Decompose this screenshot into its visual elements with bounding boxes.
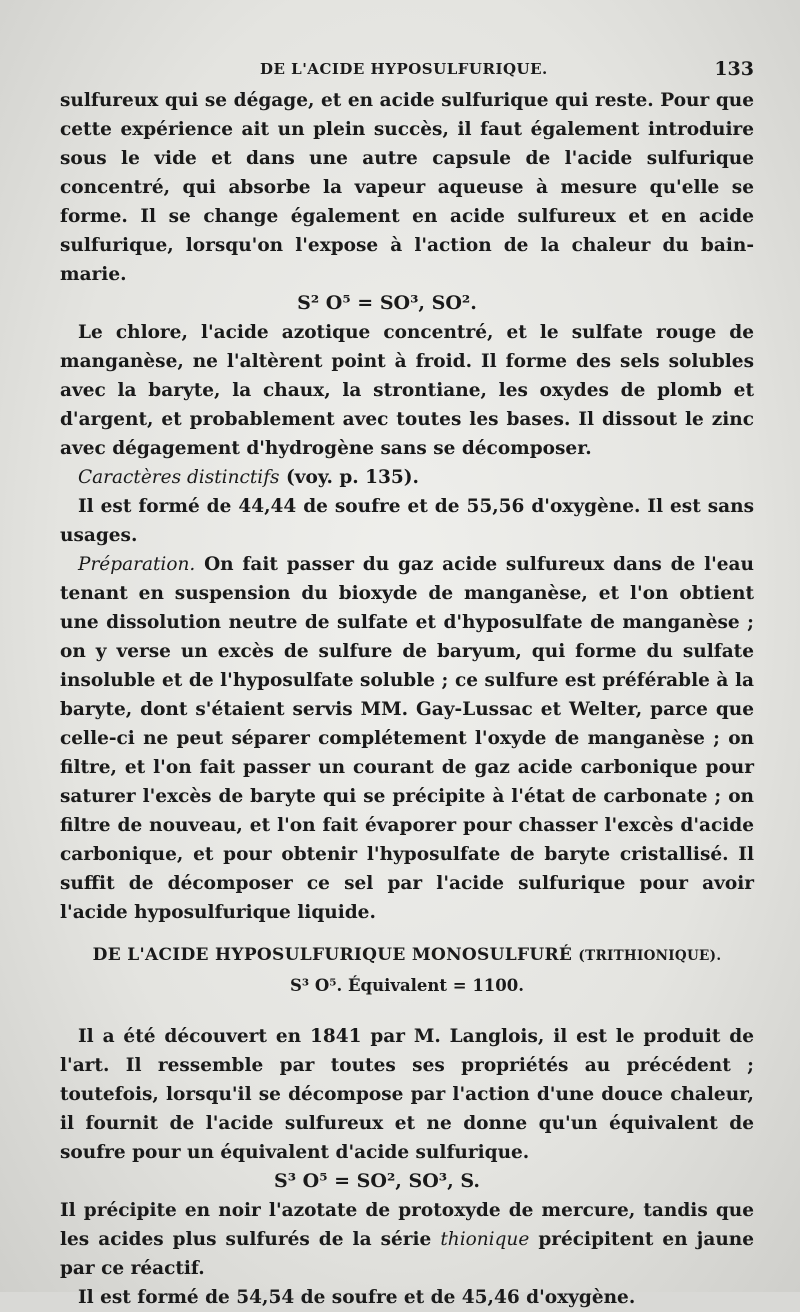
paragraph-5-before: Il précipite en noir l'azotate de protoxyde de mercure, tandis que les acides plus sulfurés de la série xyxy=(60,1200,754,1250)
formula-trithionique: S³ O⁵ = SO², SO³, S. xyxy=(274,1170,480,1192)
paragraph-5-italic: thionique xyxy=(440,1229,530,1250)
running-title: DE L'ACIDE HYPOSULFURIQUE. xyxy=(260,60,548,78)
page-number: 133 xyxy=(714,58,754,80)
preparation-text: On fait passer du gaz acide sulfureux dans de l'eau tenant en suspension du bioxyde de manganèse, et l'on obtient une dissolution neutre de sulfate et d'hyposulfate de manganèse ; on y verse un excès de sulfure de baryum, qui forme du sulfate insoluble et de l'hyposulfate soluble ; ce sulfure est préférable à la baryte, dont s'étaient servis MM. Gay-Lussac et Welter, parce que celle-ci ne peut séparer complétement l'oxyde de manganèse ; on filtre, et l'on fait passer un courant de gaz acide carbonique pour saturer l'excès de baryte qui se précipite à l'état de carbonate ; on filtre de nouveau, et l'on fait évaporer pour chasser l'excès d'acide carbonique, et pour obtenir l'hyposulfate de baryte cristallisé. Il suffit de décomposer ce sel par l'acide sulfurique pour avoir l'acide hyposulfurique liquide. xyxy=(60,554,754,923)
section-title xyxy=(60,941,754,971)
section-subtitle: S³ O⁵. Équivalent = 1100. xyxy=(290,976,524,995)
paragraph-preparation xyxy=(60,550,754,927)
paragraph-4: Il a été découvert en 1841 par M. Langlois, il est le produit de l'art. Il ressemble par toutes ses propriétés au précédent ; toutefois, lorsqu'il se décompose par l'action d'une douce chaleur, il fournit de l'acide sulfureux et ne donne qu'un équivalent de soufre pour un équivalent d'acide sulfurique. xyxy=(60,1026,754,1163)
page-header xyxy=(60,58,754,82)
caracteres-label: Caractères distinctifs xyxy=(78,467,280,488)
paragraph-5 xyxy=(60,1196,754,1283)
paragraph-caracteres xyxy=(60,463,754,492)
formula-decomposition: S² O⁵ = SO³, SO². xyxy=(297,292,477,314)
paragraph-2: Le chlore, l'acide azotique concentré, et le sulfate rouge de manganèse, ne l'altèrent point à froid. Il forme des sels solubles avec la baryte, la chaux, la strontiane, les oxydes de plomb et d'argent, et probablement avec toutes les bases. Il dissout le zinc avec dégagement d'hydrogène sans se décomposer. xyxy=(60,322,754,459)
section-title-main: DE L'ACIDE HYPOSULFURIQUE MONOSULFURÉ xyxy=(92,945,573,965)
paragraph-6: Il est formé de 54,54 de soufre et de 45,46 d'oxygène. xyxy=(78,1287,636,1308)
caracteres-text: (voy. p. 135). xyxy=(279,467,419,488)
page-body xyxy=(60,86,754,1312)
preparation-label: Préparation. xyxy=(78,554,196,575)
paragraph-5-after: précipitent en jaune par ce réactif. xyxy=(60,1229,754,1279)
paragraph-1: sulfureux qui se dégage, et en acide sulfurique qui reste. Pour que cette expérience ait un plein succès, il faut également introduire sous le vide et dans une autre capsule de l'acide sulfurique concentré, qui absorbe la vapeur aqueuse à mesure qu'elle se forme. Il se change également en acide sulfureux et en acide sulfurique, lorsqu'on l'expose à l'action de la chaleur du bain-marie. xyxy=(60,90,754,285)
paragraph-3: Il est formé de 44,44 de soufre et de 55,56 d'oxygène. Il est sans usages. xyxy=(60,496,754,546)
section-title-suffix: (TRITHIONIQUE). xyxy=(578,948,722,964)
